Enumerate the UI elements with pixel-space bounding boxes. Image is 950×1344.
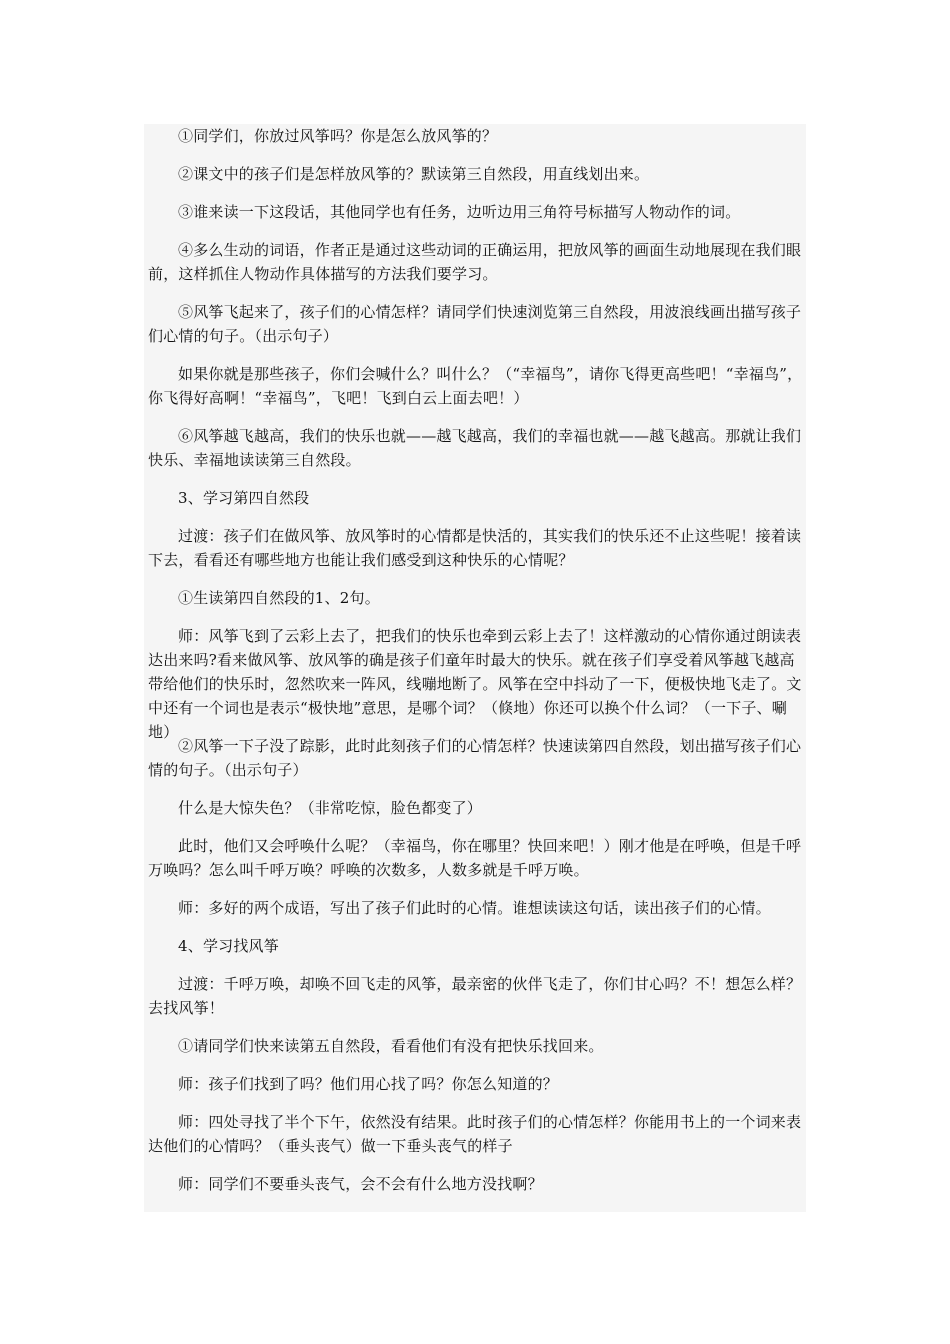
paragraph: 此时，他们又会呼唤什么呢？（幸福鸟，你在哪里？快回来吧！）刚才他是在呼唤，但是千呼万唤吗？怎么叫千呼万唤？呼唤的次数多，人数多就是千呼万唤。 [148, 837, 802, 879]
paragraph: ⑥风筝越飞越高，我们的快乐也就——越飞越高，我们的幸福也就——越飞越高。那就让我们快乐、幸福地读读第三自然段。 [148, 427, 802, 469]
document-body [144, 124, 806, 1212]
paragraph: 师：孩子们找到了吗？他们用心找了吗？你怎么知道的？ [178, 1075, 559, 1093]
paragraph: 什么是大惊失色？（非常吃惊，脸色都变了） [178, 799, 483, 817]
paragraph: 过渡：孩子们在做风筝、放风筝时的心情都是快活的，其实我们的快乐还不止这些呢！接着读下去，看看还有哪些地方也能让我们感受到这种快乐的心情呢？ [148, 527, 802, 569]
paragraph: ②风筝一下子没了踪影，此时此刻孩子们的心情怎样？快速读第四自然段，划出描写孩子们心情的句子。（出示句子） [148, 737, 802, 779]
paragraph: 师：四处寻找了半个下午，依然没有结果。此时孩子们的心情怎样？你能用书上的一个词来表达他们的心情吗？（垂头丧气）做一下垂头丧气的样子 [148, 1113, 802, 1155]
paragraph: 师：多好的两个成语，写出了孩子们此时的心情。谁想读读这句话，读出孩子们的心情。 [178, 899, 771, 917]
paragraph: ①生读第四自然段的1、2句。 [178, 589, 380, 607]
paragraph: ③谁来读一下这段话，其他同学也有任务，边听边用三角符号标描写人物动作的词。 [178, 203, 741, 221]
paragraph: 4、学习找风筝 [178, 937, 279, 955]
paragraph: ④多么生动的词语，作者正是通过这些动词的正确运用，把放风筝的画面生动地展现在我们眼前，这样抓住人物动作具体描写的方法我们要学习。 [148, 241, 802, 283]
paragraph: 师：同学们不要垂头丧气，会不会有什么地方没找啊？ [178, 1175, 543, 1193]
paragraph: ①同学们，你放过风筝吗？你是怎么放风筝的？ [178, 127, 498, 145]
paragraph: ⑤风筝飞起来了，孩子们的心情怎样？请同学们快速浏览第三自然段，用波浪线画出描写孩子们心情的句子。（出示句子） [148, 303, 802, 345]
paragraph: ②课文中的孩子们是怎样放风筝的？默读第三自然段，用直线划出来。 [178, 165, 650, 183]
paragraph: 如果你就是那些孩子，你们会喊什么？叫什么？（“幸福鸟”，请你飞得更高些吧！“幸福鸟”，你飞得好高啊！“幸福鸟”，飞吧！飞到白云上面去吧！） [148, 365, 803, 407]
paragraph: ①请同学们快来读第五自然段，看看他们有没有把快乐找回来。 [178, 1037, 604, 1055]
paragraph: 3、学习第四自然段 [178, 489, 310, 507]
paragraph: 师：风筝飞到了云彩上去了，把我们的快乐也牵到云彩上去了！这样激动的心情你通过朗读表达出来吗?看来做风筝、放风筝的确是孩子们童年时最大的快乐。就在孩子们享受着风筝越飞越高带给他们的快乐时，忽然吹来一阵风，线嘣地断了。风筝在空中抖动了一下，便极快地飞走了。文中还有一个词也是表示“极快地”意思，是哪个词？（倏地）你还可以换个什么词？（一下子、唰地） [148, 627, 802, 741]
paragraph: 过渡：千呼万唤，却唤不回飞走的风筝，最亲密的伙伴飞走了，你们甘心吗？不！想怎么样？去找风筝！ [148, 975, 802, 1017]
